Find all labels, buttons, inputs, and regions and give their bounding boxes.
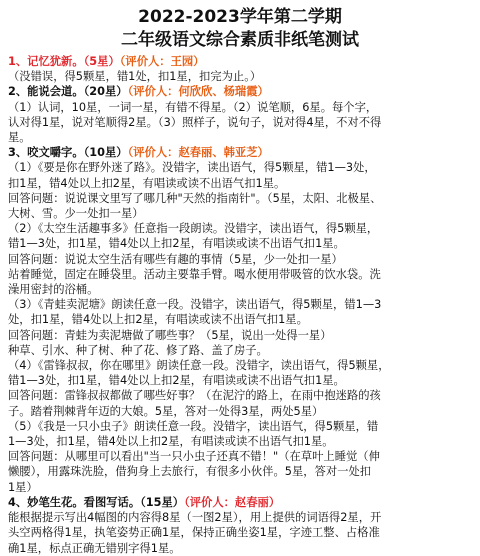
section-3-line: 扣1星，错4处以上扣2星，有唱读或读不出语气扣1星。 bbox=[8, 176, 286, 190]
section-2-header bbox=[8, 84, 472, 99]
section-3-line: 回答问题：说说太空生活有哪些有趣的事情（5星，少一处扣一星） bbox=[8, 252, 343, 266]
section-4-line: 能根据提示写出4幅图的内容得8星（一图2星），用上提供的词语得2星，开 bbox=[8, 511, 382, 525]
section-3-line: 处，扣1星，错4处以上扣2星，有唱读或读不出语气扣1星。 bbox=[8, 313, 308, 327]
section-3-line: 澡用密封的浴桶。 bbox=[8, 283, 99, 297]
section-3-header bbox=[8, 145, 472, 160]
section-3-line: 懒腰），用露珠洗脸，借狗身上去旅行，有很多小伙伴。5星，答对一处扣 bbox=[8, 465, 372, 479]
section-2-line: （1）认词，10星，一词一星，有错不得星。（2）说笔顺，6星。每个字， bbox=[8, 100, 378, 114]
section-3-line: （1）《要是你在野外迷了路》。没错字，读出语气，得5颗星，错1—3处， bbox=[8, 161, 376, 175]
section-4-header bbox=[8, 495, 472, 510]
section-3-line: 错1—3处，扣1星，错4处以上扣2星，有唱读或读不出语气扣1星。 bbox=[8, 374, 345, 388]
section-1-heading: 1、记忆犹新。（5星） bbox=[8, 55, 120, 68]
section-2-heading: 2、能说会道。（20星） bbox=[8, 85, 128, 99]
section-3-line: 大树、雪。少一处扣一星） bbox=[8, 207, 144, 221]
section-3-line: 回答问题：青蛙为卖泥塘做了哪些事？（5星，说出一处得一星） bbox=[8, 328, 332, 342]
section-3-line: 站着睡觉，固定在睡袋里。活动主要靠手臂。喝水便用带吸管的饮水袋。洗 bbox=[8, 267, 381, 281]
section-3-heading: 3、咬文嚼字。（10星） bbox=[8, 146, 128, 160]
section-1-reviewer: （评价人：王园） bbox=[119, 55, 205, 68]
section-3-line: 种草、引水、种了树、种了花、修了路、盖了房子。 bbox=[8, 343, 268, 357]
section-3-line: 回答问题：说说课文里写了哪几种"天然的指南针"。（5星，太阳、北极星、 bbox=[8, 191, 382, 205]
section-3-line: 回答问题：从哪里可以看出"当一只小虫子还真不错！"（在草叶上睡觉（伸 bbox=[8, 450, 380, 464]
section-2-line: 认对得1星，说对笔顺得2星。（3）照样子，说句子，说对得4星，不对不得 bbox=[8, 115, 382, 129]
document-title: 2022-2023学年第二学期 bbox=[138, 7, 342, 27]
section-2-line: 星。 bbox=[8, 131, 31, 145]
section-1-header bbox=[8, 54, 472, 69]
section-4-line: 确1星，标点正确无错别字得1星。 bbox=[8, 541, 181, 555]
section-3-line: 1星） bbox=[8, 480, 38, 494]
section-3-line: 回答问题：雷锋叔叔都做了哪些好事？（在泥泞的路上，在雨中抱迷路的孩 bbox=[8, 389, 381, 403]
section-3-line: （3）《青蛙卖泥塘》朗读任意一段。没错字，读出语气，得5颗星，错1—3 bbox=[8, 298, 382, 312]
section-4-line: 头空两格得1星，执笔姿势正确1星，保持正确坐姿1星，字迹工整、占格准 bbox=[8, 526, 380, 540]
section-3-line: 错1—3处，扣1星，错4处以上扣2星，有唱读或读不出语气扣1星。 bbox=[8, 237, 345, 251]
section-3-line: （2）《太空生活趣事多》任意指一段朗读。没错字，读出语气，得5颗星， bbox=[8, 222, 379, 236]
section-3-line: 子。踏着荆棘背年迈的大娘。5星，答对一处得3星，两处5星） bbox=[8, 404, 324, 418]
section-3-reviewer: （评价人：赵春丽、韩亚芝） bbox=[127, 146, 269, 160]
section-3-line: （4）《雷锋叔叔，你在哪里》朗读任意一段。没错字，读出语气，得5颗星， bbox=[8, 359, 390, 373]
section-3-line: （5）《我是一只小虫子》朗读任意一段。没错字，读出语气，得5颗星，错 bbox=[8, 419, 379, 433]
section-3-line: 1—3处，扣1星，错4处以上扣2星，有唱读或读不出语气扣1星。 bbox=[8, 435, 334, 449]
section-1-line: （没错误，得5颗星，错1处，扣1星，扣完为止。） bbox=[8, 70, 262, 84]
section-4-reviewer: （评价人：赵春丽） bbox=[184, 495, 281, 509]
document-subtitle: 二年级语文综合素质非纸笔测试 bbox=[121, 30, 359, 50]
section-2-reviewer: （评价人：何欣欣、杨瑞霞） bbox=[127, 85, 269, 99]
section-4-heading: 4、妙笔生花。看图写话。（15星） bbox=[8, 495, 185, 509]
